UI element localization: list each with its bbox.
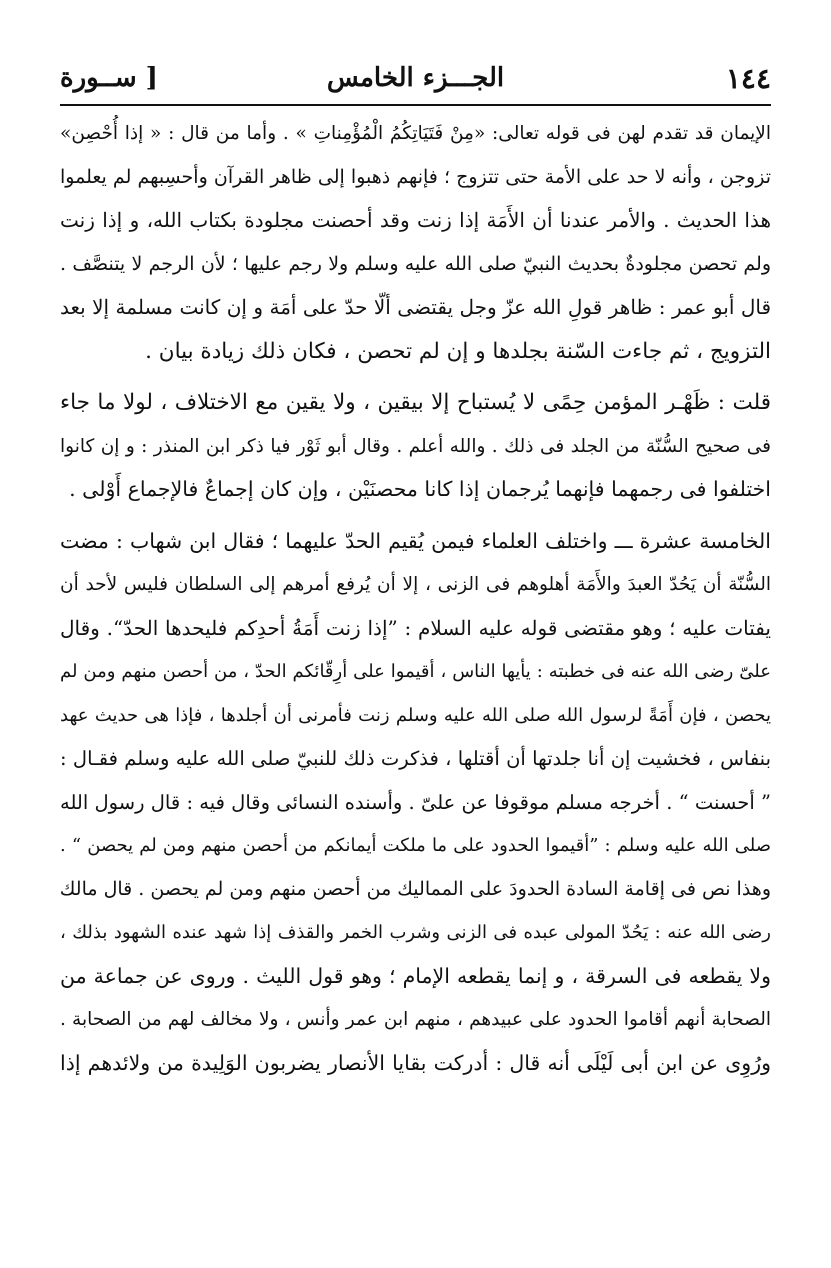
text-line: الإيمان قد تقدم لهن فى قوله تعالى: «مِنْ فَتَيَاتِكُمُ الْمُؤْمِناتِ » . وأما من قال : « إذا أُحْصِن» [60, 123, 771, 144]
text-line: التزويج ، ثم جاءت السّنة بجلدها و إن لم تحصن ، فكان ذلك زيادة بيان . [145, 338, 771, 364]
page-header [60, 58, 771, 98]
text-line: الصحابة أنهم أقاموا الحدود على عبيدهم ، منهم ابن عمر وأنس ، ولا مخالف لهم من الصحابة . [60, 1009, 771, 1030]
text-line: فى صحيح السُّنّة من الجلد فى ذلك . والله أعلم . وقال أبو ثَوْر فيا ذكر ابن المنذر : و إن كانوا [60, 435, 771, 457]
surah-label: [ ســورة [60, 63, 158, 93]
text-line: السُّنّة أن يَحُدّ العبدَ والأَمَة أهلوهم فى الزنى ، إلا أن يُرفع أمرهم إلى السلطان فليس لأحد أن [60, 574, 771, 595]
text-line: علىّ رضى الله عنه فى خطبته : يأيها الناس ، أقيموا على أرِقّائكم الحدّ ، من أحصن منهم ومن لم [60, 661, 771, 682]
running-title: الجـــزء الخامس [326, 63, 505, 93]
text-line: يفتات عليه ؛ وهو مقتضى قوله عليه السلام : ”إذا زنت أَمَةُ أحدِكم فليحدها الحدّ“. وقال [60, 615, 771, 640]
paragraph-2 [60, 381, 771, 512]
page-number: ١٤٤ [725, 61, 771, 95]
text-line: يحصن ، فإن أَمَةً لرسول الله صلى الله عليه وسلم زنت فأمرنى أن أجلدها ، فإذا هى حديث عهد [60, 704, 771, 726]
text-line: قال أبو عمر : ظاهر قولِ الله عزّ وجل يقتضى ألّا حدّ على أمَة و إن كانت مسلمة إلا بعد [60, 295, 771, 319]
text-line: هذا الحديث . والأمر عندنا أن الأَمَة إذا زنت وقد أحصنت مجلودة بكتاب الله، و إذا زنت [60, 208, 771, 232]
text-line: بنفاس ، فخشيت إن أنا جلدتها أن أقتلها ، فذكرت ذلك للنبيّ صلى الله عليه وسلم فقـال : [60, 747, 771, 770]
text-line: اختلفوا فى رجمهما فإنهما يُرجمان إذا كانا محصنَيْن ، وإن كان إجماعٌ فالإجماع أَوْلى . [69, 477, 771, 501]
body-text [60, 112, 771, 1085]
text-line: ولم تحصن مجلودةٌ بحديث النبيّ صلى الله عليه وسلم ولا رجم عليها ؛ لأن الرجم لا يتنصَّف . [60, 252, 771, 275]
text-line: ” أحسنت “ . أخرجه مسلم موقوفا عن علىّ . وأسنده النسائى وقال فيه : قال رسول الله [60, 790, 771, 814]
header-rule [60, 104, 771, 106]
text-line: ورُوِى عن ابن أبى لَيْلَى أنه قال : أدركت بقايا الأنصار يضربون الوَلِيدة من ولائدهم إذا [60, 1050, 771, 1075]
paragraph-gap [60, 512, 771, 520]
paragraph-gap [60, 373, 771, 381]
paragraph-1 [60, 112, 771, 373]
text-line: صلى الله عليه وسلم : ”أقيموا الحدود على ما ملكت أيمانكم من أحصن منهم ومن لم يحصن “ . [60, 835, 771, 856]
text-line: تزوجن ، وأنه لا حد على الأمة حتى تتزوج ؛ فإنهم ذهبوا إلى ظاهر القرآن وأحسِبهم لم يعلموا [60, 165, 771, 188]
text-line: رضى الله عنه : يَحُدّ المولى عبده فى الزنى وشرب الخمر والقذف إذا شهد عنده الشهود بذلك ، [60, 922, 771, 943]
text-line: ولا يقطعه فى السرقة ، و إنما يقطعه الإمام ؛ وهو قول الليث . وروى عن جماعة من [60, 963, 771, 988]
text-line: وهذا نص فى إقامة السادة الحدودَ على المماليك من أحصن منهم ومن لم يحصن . قال مالك [60, 877, 771, 900]
paragraph-3 [60, 520, 771, 1086]
text-line: قلت : ظَهْـر المؤمن حِمًى لا يُستباح إلا بيقين ، ولا يقين مع الاختلاف ، لولا ما جاء [60, 390, 771, 415]
text-line: الخامسة عشرة ـــ واختلف العلماء فيمن يُقيم الحدّ عليهما ؛ فقال ابن شهاب : مضت [60, 528, 771, 553]
